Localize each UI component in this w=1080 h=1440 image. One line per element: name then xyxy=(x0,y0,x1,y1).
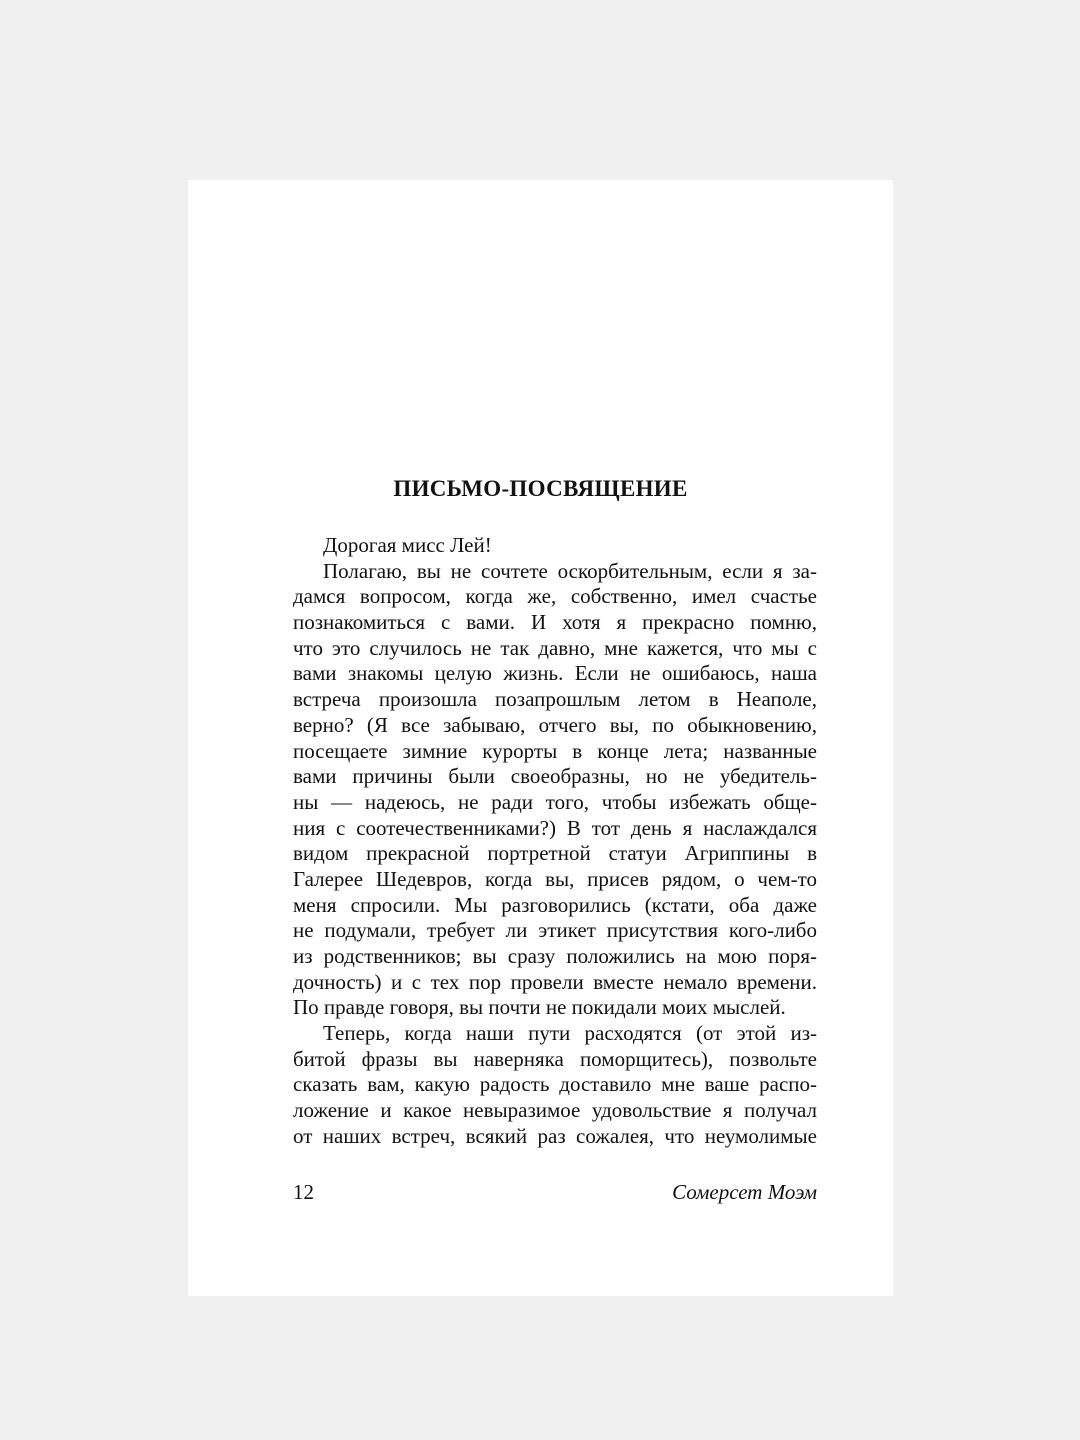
text-line: Дорогая мисс Лей! xyxy=(323,533,492,557)
text-line: ния с соотечественниками?) В тот день я наслаждался xyxy=(293,815,817,840)
text-line: не подумали, требует ли этикет присутствия кого-либо xyxy=(293,918,817,943)
text-line: познакомиться с вами. И хотя я прекрасно помню, xyxy=(293,610,817,635)
text-line: сказать вам, какую радость доставило мне ваше распо- xyxy=(293,1072,817,1097)
text-line: видом прекрасной портретной статуи Агриппины в xyxy=(293,841,817,866)
text-line: вами знакомы целую жизнь. Если не ошибаюсь, наша xyxy=(293,661,817,686)
text-line: Галерее Шедевров, когда вы, присев рядом, о чем-то xyxy=(293,866,817,891)
text-line: верно? (Я все забываю, отчего вы, по обыкновению, xyxy=(293,712,817,737)
text-line: меня спросили. Мы разговорились (кстати, оба даже xyxy=(293,892,817,917)
text-line: битой фразы вы наверняка поморщитесь), позвольте xyxy=(293,1046,817,1071)
text-line: из родственников; вы сразу положились на мою поря- xyxy=(293,944,817,968)
chapter-heading: ПИСЬМО-ПОСВЯЩЕНИЕ xyxy=(393,476,688,501)
text-line: вами причины были своеобразны, но не убедитель- xyxy=(293,764,817,789)
text-line: дамся вопросом, когда же, собственно, имел счастье xyxy=(293,584,817,609)
text-line: ложение и какое невыразимое удовольствие я получал xyxy=(293,1098,817,1123)
page-number: 12 xyxy=(293,1180,314,1204)
text-line: Теперь, когда наши пути расходятся (от этой из- xyxy=(323,1021,817,1046)
text-line: посещаете зимние курорты в конце лета; названные xyxy=(293,738,817,763)
text-line: По правде говоря, вы почти не покидали моих мыслей. xyxy=(293,995,786,1020)
text-line: что это случилось не так давно, мне кажется, что мы с xyxy=(293,635,817,660)
text-line: от наших встреч, всякий раз сожалея, что неумолимые xyxy=(293,1123,817,1148)
text-line: дочность) и с тех пор провели вместе немало времени. xyxy=(293,969,817,994)
text-line: Полагаю, вы не сочтете оскорбительным, если я за- xyxy=(323,558,817,583)
running-footer-author: Сомерсет Моэм xyxy=(672,1180,817,1204)
book-page xyxy=(188,180,893,1296)
text-line: ны — надеюсь, не ради того, чтобы избежать обще- xyxy=(293,789,817,814)
text-line: встреча произошла позапрошлым летом в Неаполе, xyxy=(293,687,817,712)
body-text xyxy=(293,533,817,1150)
